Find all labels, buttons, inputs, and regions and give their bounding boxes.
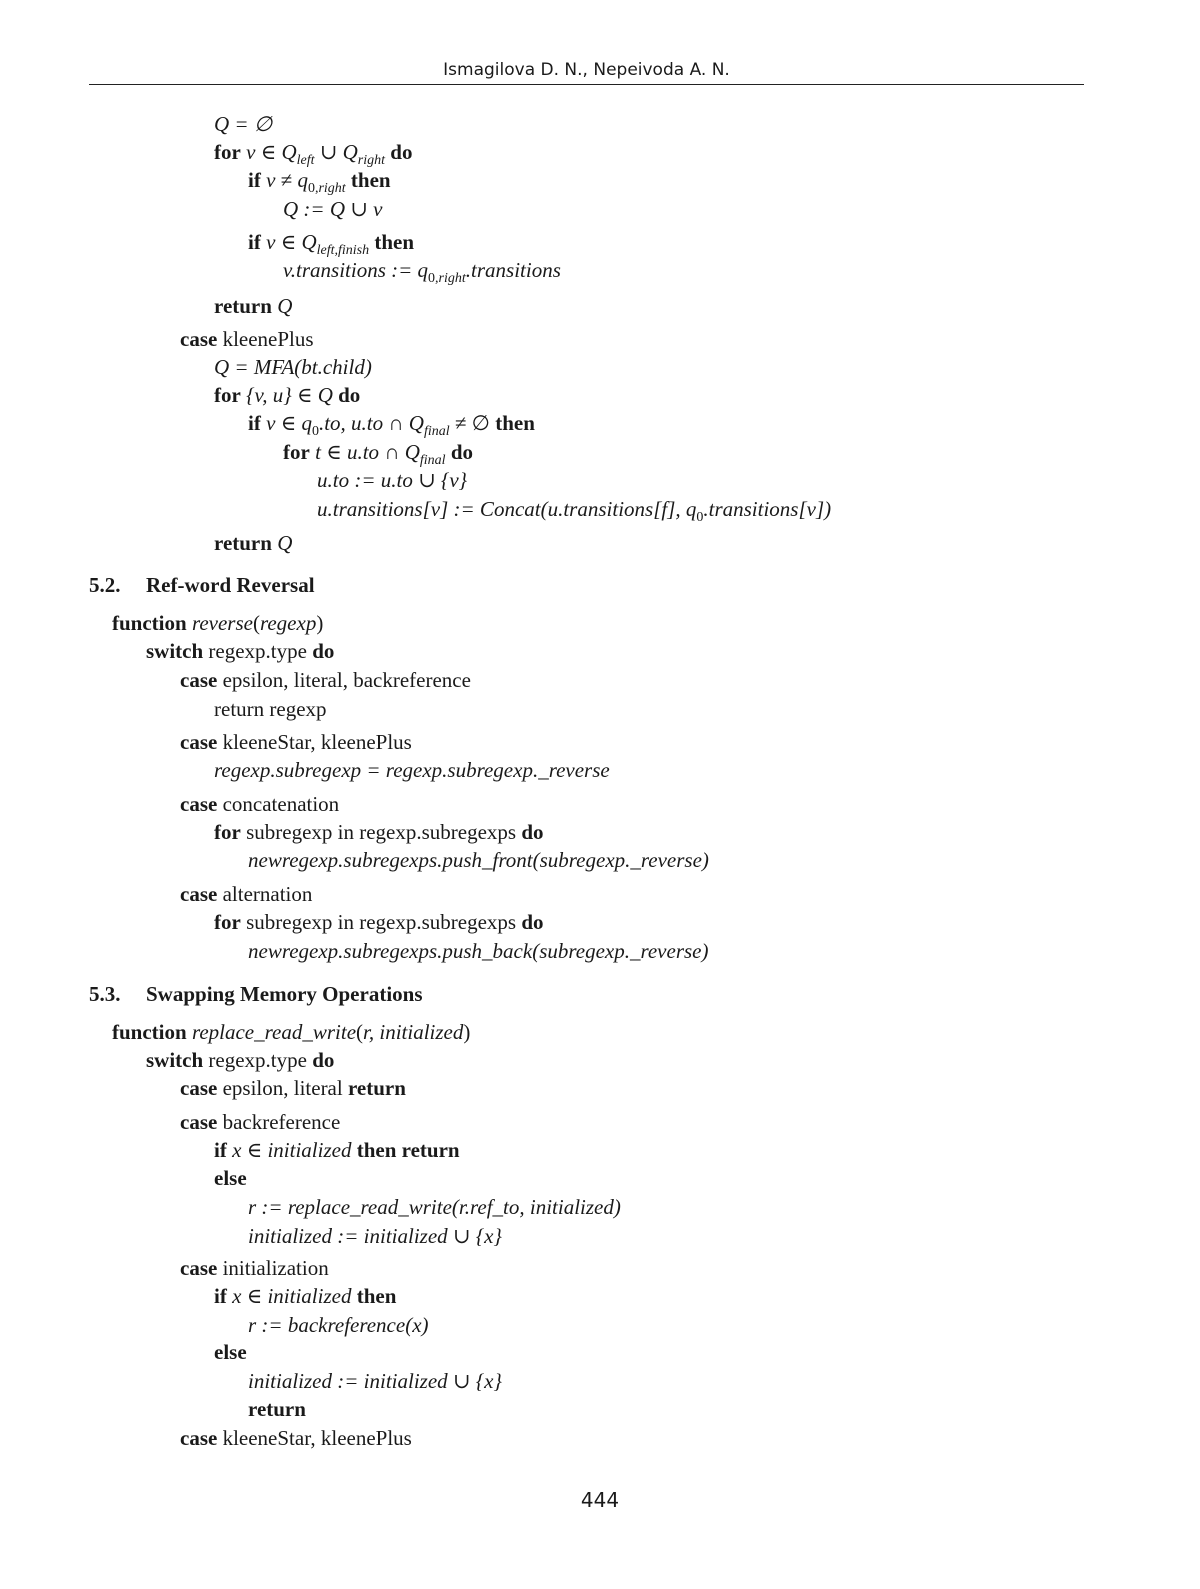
code-line: case kleeneStar, kleenePlus [180,730,412,754]
code-line: switch regexp.type do [146,639,335,663]
code-line: switch regexp.type do [146,1048,335,1072]
code-line: for {v, u} ∈ Q do [214,383,361,407]
code-line: if x ∈ initialized then [214,1284,397,1308]
code-line: case concatenation [180,792,340,816]
code-line: if $v \ne q_{0,right}$ then [248,168,391,196]
code-line: case kleenePlus [180,327,314,351]
code-line: return regexp [214,697,327,721]
code-line: if x ∈ initialized then return [214,1138,460,1162]
code-line: for t ∈ u.to ∩ $Q_{final}$ do [283,440,474,468]
code-line: case initialization [180,1256,329,1280]
code-line: case epsilon, literal return [180,1076,406,1100]
code-line: u.to := u.to ∪ {v} [317,468,468,492]
code-line: initialized := initialized ∪ {x} [248,1224,502,1248]
code-line: v.transitions := $q_{0,right}.transitions$ [283,258,561,286]
code-line: for subregexp in regexp.subregexps do [214,910,544,934]
code-line: u.transitions[v] := Concat(u.transitions[f], $q_0.transitions[v]$) [317,497,832,525]
code-line: initialized := initialized ∪ {x} [248,1369,502,1393]
code-line: for v ∈ $Q_{left}$ ∪ $Q_{right}$ do [214,140,413,168]
code-line: return Q [214,294,293,318]
code-line: function replace_read_write(r, initialized) [112,1020,471,1044]
page-number: 444 [580,1488,620,1512]
code-line: else [214,1166,247,1190]
code-line: regexp.subregexp = regexp.subregexp._reverse [214,758,610,782]
code-line: function reverse(regexp) [112,611,324,635]
code-line: case alternation [180,882,313,906]
code-line: Q := Q ∪ v [283,197,383,221]
running-header: Ismagilova D. N., Nepeivoda A. N. [89,58,1084,85]
code-line: return [248,1397,306,1421]
section-heading: 5.3. Swapping Memory Operations [89,982,423,1006]
code-line: else [214,1340,247,1364]
code-line: Q = ∅ [214,112,273,136]
code-line: case epsilon, literal, backreference [180,668,471,692]
code-line: newregexp.subregexps.push_front(subregexp._reverse) [248,848,709,872]
code-line: r := backreference(x) [248,1313,429,1337]
code-line: newregexp.subregexps.push_back(subregexp._reverse) [248,939,709,963]
code-line: if v ∈ $q_0.to$, u.to ∩ $Q_{final}$ ≠ ∅ then [248,411,535,439]
code-line: r := replace_read_write(r.ref_to, initialized) [248,1195,621,1219]
code-line: if v ∈ $Q_{left,finish}$ then [248,230,415,258]
code-line: Q = MFA(bt.child) [214,355,372,379]
section-heading: 5.2. Ref-word Reversal [89,573,315,597]
code-line: for subregexp in regexp.subregexps do [214,820,544,844]
code-line: case backreference [180,1110,341,1134]
code-line: case kleeneStar, kleenePlus [180,1426,412,1450]
code-line: return Q [214,531,293,555]
